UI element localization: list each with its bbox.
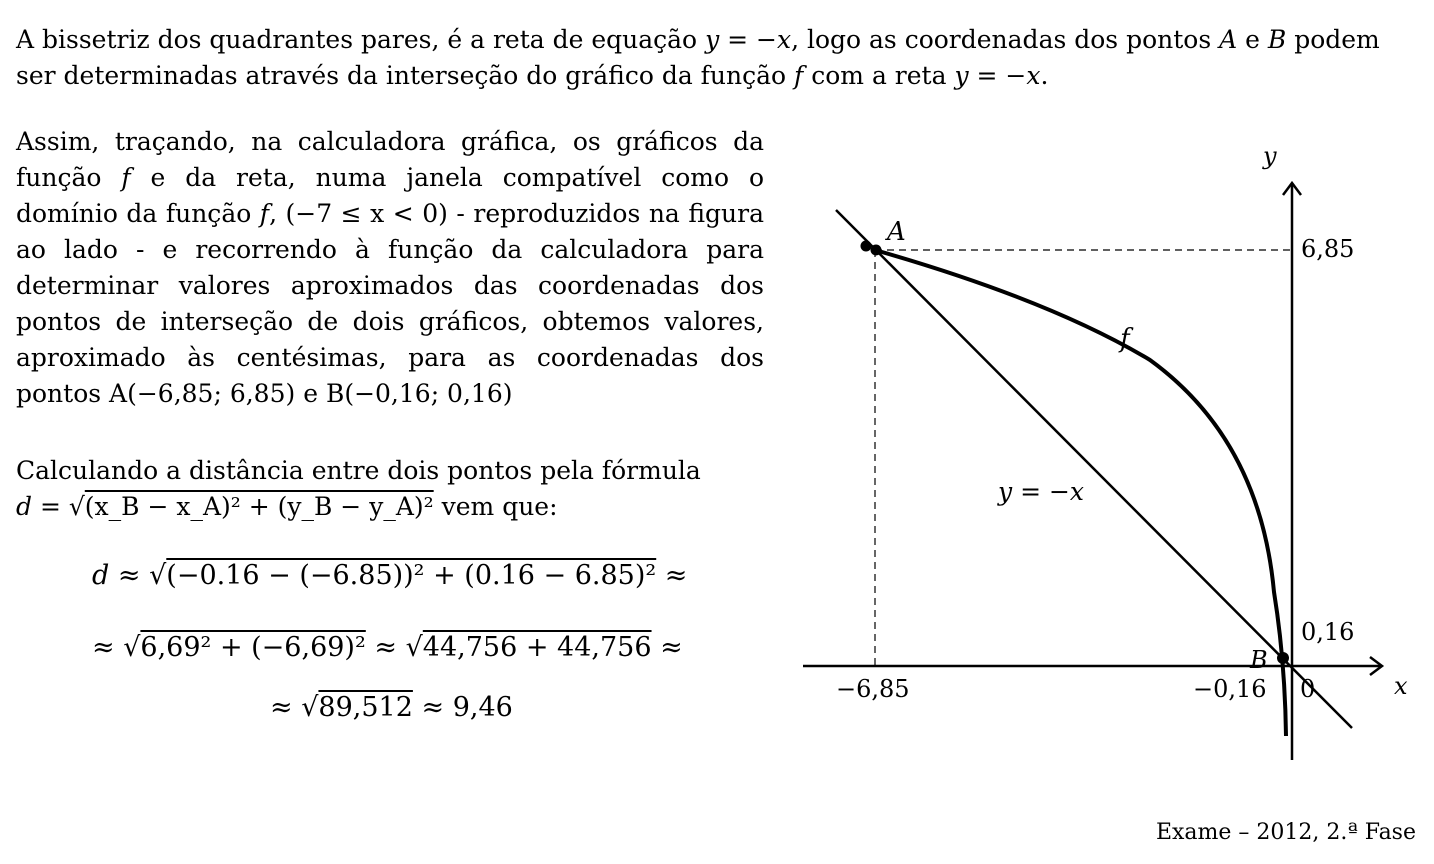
exam-source: Exame – 2012, 2.ª Fase xyxy=(1155,820,1416,845)
label-point-a: A xyxy=(887,217,906,247)
label-x-axis: x xyxy=(1394,672,1408,700)
point-a-dot-2 xyxy=(871,245,882,256)
tick-neg-6-85: −6,85 xyxy=(836,675,910,703)
equation-line-2: ≈ √6,69² + (−6,69)² ≈ √44,756 + 44,756 ≈ xyxy=(92,632,683,663)
tick-0-16: 0,16 xyxy=(1301,618,1355,646)
distance-paragraph: Calculando a distância entre dois pontos pela fórmula d = √(x_B − x_A)² + (y_B − y_A)² vem que: xyxy=(16,456,701,521)
label-y-axis: y xyxy=(1263,142,1277,170)
tick-origin: 0 xyxy=(1300,675,1316,703)
function-graph xyxy=(790,130,1410,770)
point-a-dot xyxy=(861,241,872,252)
equation-line-3: ≈ √89,512 ≈ 9,46 xyxy=(270,692,513,723)
tick-6-85: 6,85 xyxy=(1301,235,1355,263)
label-f: f xyxy=(1120,324,1130,354)
label-line: y = −x xyxy=(998,477,1085,506)
intro-paragraph: A bissetriz dos quadrantes pares, é a reta de equação y = −x, logo as coordenadas dos pontos A e B podem ser determinadas através da interseção do gráfico da função f com a reta y = −x. xyxy=(16,25,1380,90)
line-y-eq-neg-x xyxy=(836,210,1355,728)
equation-line-1: d ≈ √(−0.16 − (−6.85))² + (0.16 − 6.85)² ≈ xyxy=(92,560,688,591)
method-paragraph: Assim, traçando, na calculadora gráfica, os gráficos da função f e da reta, numa janela compatível como o domínio da função f, (−7 ≤ x < 0) - reproduzidos na figura ao lado - e recorrendo à função da calculadora para determinar valores aproximados das coordenadas dos pontos de interseção de dois gráficos, obtemos valores, aproximado às centésimas, para as coordenadas dos pontos A(−6,85; 6,85) e B(−0,16; 0,16) xyxy=(16,127,765,408)
label-point-b: B xyxy=(1250,646,1268,674)
tick-neg-0-16: −0,16 xyxy=(1193,675,1267,703)
point-b-dot xyxy=(1277,652,1289,664)
